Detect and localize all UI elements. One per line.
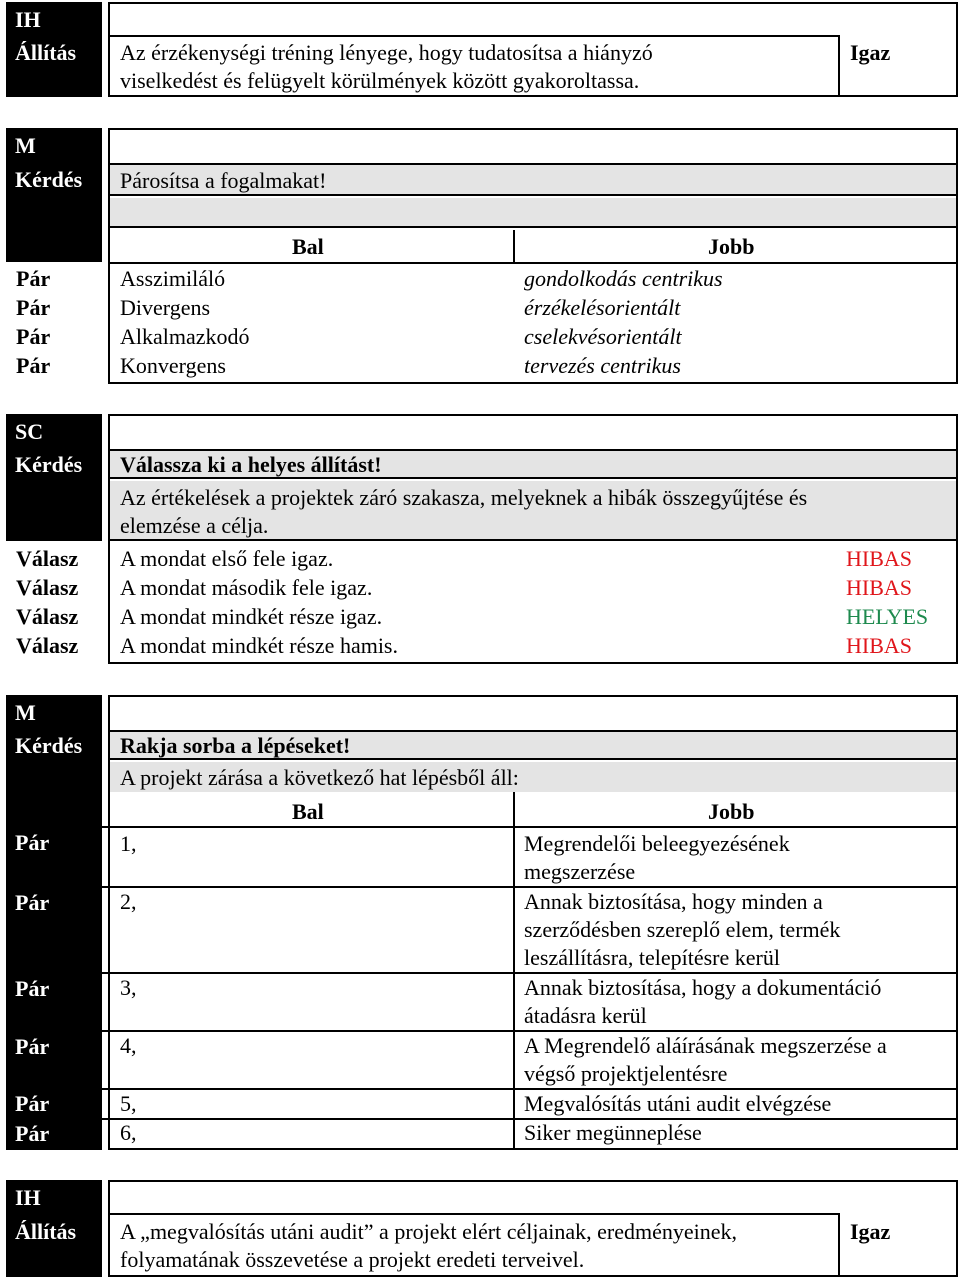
- type-label: SC: [6, 414, 102, 449]
- pair-left: Konvergens: [120, 353, 226, 378]
- pair-label: Pár: [16, 295, 51, 320]
- pair-right-line: Megrendelői beleegyezésének: [524, 831, 790, 856]
- left-header: Bal: [292, 799, 324, 824]
- pair-label: Pár: [6, 828, 102, 886]
- question-text: Válassza ki a helyes állítást!: [120, 452, 382, 477]
- answer-value: Igaz: [850, 40, 891, 65]
- row-label: Állítás: [6, 1215, 102, 1277]
- pair-left: 2,: [120, 889, 137, 914]
- answer-result: HIBAS: [846, 575, 913, 600]
- answer-label: Válasz: [16, 604, 79, 629]
- pair-right-line: A Megrendelő aláírásának megszerzése a: [524, 1033, 887, 1058]
- type-label: M: [6, 128, 102, 163]
- question-text: Párosítsa a fogalmakat!: [120, 168, 327, 193]
- right-header: Jobb: [708, 234, 755, 259]
- type-label: IH: [6, 1180, 102, 1215]
- pair-left: 6,: [120, 1120, 137, 1145]
- pair-right: cselekvésorientált: [524, 324, 682, 349]
- pair-label: Pár: [16, 266, 51, 291]
- intro-text: A projekt zárása a következő hat lépésből áll:: [120, 765, 519, 790]
- pair-right-line: Annak biztosítása, hogy minden a: [524, 889, 823, 914]
- answer-label: Válasz: [16, 575, 79, 600]
- question-label: Kérdés: [6, 163, 102, 198]
- label-filler: [6, 198, 102, 230]
- answer-label: Válasz: [16, 546, 79, 571]
- pair-label: Pár: [6, 974, 102, 1030]
- question-label: Kérdés: [6, 449, 102, 481]
- statement-line-2: viselkedést és felügyelt körülmények között gyakoroltassa.: [120, 68, 640, 93]
- right-header: Jobb: [708, 799, 755, 824]
- row-rule: [6, 826, 958, 828]
- pair-left: Alkalmazkodó: [120, 324, 250, 349]
- statement-line-1: A „megvalósítás utáni audit” a projekt elért céljainak, eredményeinek,: [120, 1219, 737, 1244]
- statement-line-1: Az értékelések a projektek záró szakasza, melyeknek a hibák összegyűjtése és: [120, 485, 808, 510]
- answer-result: HIBAS: [846, 546, 913, 571]
- row-label: Állítás: [6, 35, 102, 97]
- pair-label: Pár: [16, 324, 51, 349]
- answer-value: Igaz: [850, 1219, 891, 1244]
- label-filler: [6, 230, 102, 262]
- statement-line-2: folyamatának összevetése a projekt eredeti terveivel.: [120, 1247, 585, 1272]
- pair-right: gondolkodás centrikus: [524, 266, 723, 291]
- pair-label: Pár: [6, 888, 102, 972]
- pair-left: Asszimiláló: [120, 266, 226, 291]
- answer-label: Válasz: [16, 633, 79, 658]
- statement-line-1: Az érzékenységi tréning lényege, hogy tudatosítsa a hiányzó: [120, 40, 653, 65]
- pair-right-line: átadásra kerül: [524, 1003, 647, 1028]
- pair-left: 3,: [120, 975, 137, 1000]
- column-divider: [513, 230, 515, 262]
- pair-label: Pár: [16, 353, 51, 378]
- pair-label: Pár: [6, 1090, 102, 1118]
- left-header: Bal: [292, 234, 324, 259]
- pair-right-line: Megvalósítás utáni audit elvégzése: [524, 1091, 832, 1116]
- pair-label: Pár: [6, 1120, 102, 1150]
- label-filler: [6, 762, 102, 792]
- answer-text: A mondat mindkét része igaz.: [120, 604, 383, 629]
- type-label: IH: [6, 2, 102, 37]
- label-filler: [6, 792, 102, 826]
- pair-left: 1,: [120, 831, 137, 856]
- statement-line-2: elemzése a célja.: [120, 513, 269, 538]
- answer-result: HELYES: [846, 604, 929, 629]
- answer-text: A mondat első fele igaz.: [120, 546, 334, 571]
- pair-right-line: végső projektjelentésre: [524, 1061, 728, 1086]
- pair-left: 5,: [120, 1091, 137, 1116]
- pair-left: 4,: [120, 1033, 137, 1058]
- pair-label: Pár: [6, 1032, 102, 1088]
- pair-right: tervezés centrikus: [524, 353, 681, 378]
- pair-right: érzékelésorientált: [524, 295, 681, 320]
- column-divider: [513, 792, 515, 1150]
- pair-left: Divergens: [120, 295, 211, 320]
- answer-text: A mondat második fele igaz.: [120, 575, 373, 600]
- pair-right-line: leszállításra, telepítésre kerül: [524, 945, 780, 970]
- question-text: Rakja sorba a lépéseket!: [120, 733, 351, 758]
- pair-right-line: Siker megünneplése: [524, 1120, 702, 1145]
- question-cell-extra: [110, 198, 956, 228]
- question-label: Kérdés: [6, 730, 102, 762]
- label-filler: [6, 481, 102, 541]
- pair-right-line: szerződésben szereplő elem, termék: [524, 917, 841, 942]
- row-rule: [6, 1118, 958, 1120]
- type-label: M: [6, 695, 102, 730]
- answer-result: HIBAS: [846, 633, 913, 658]
- pair-right-line: Annak biztosítása, hogy a dokumentáció: [524, 975, 882, 1000]
- answer-text: A mondat mindkét része hamis.: [120, 633, 398, 658]
- pair-right-line: megszerzése: [524, 859, 636, 884]
